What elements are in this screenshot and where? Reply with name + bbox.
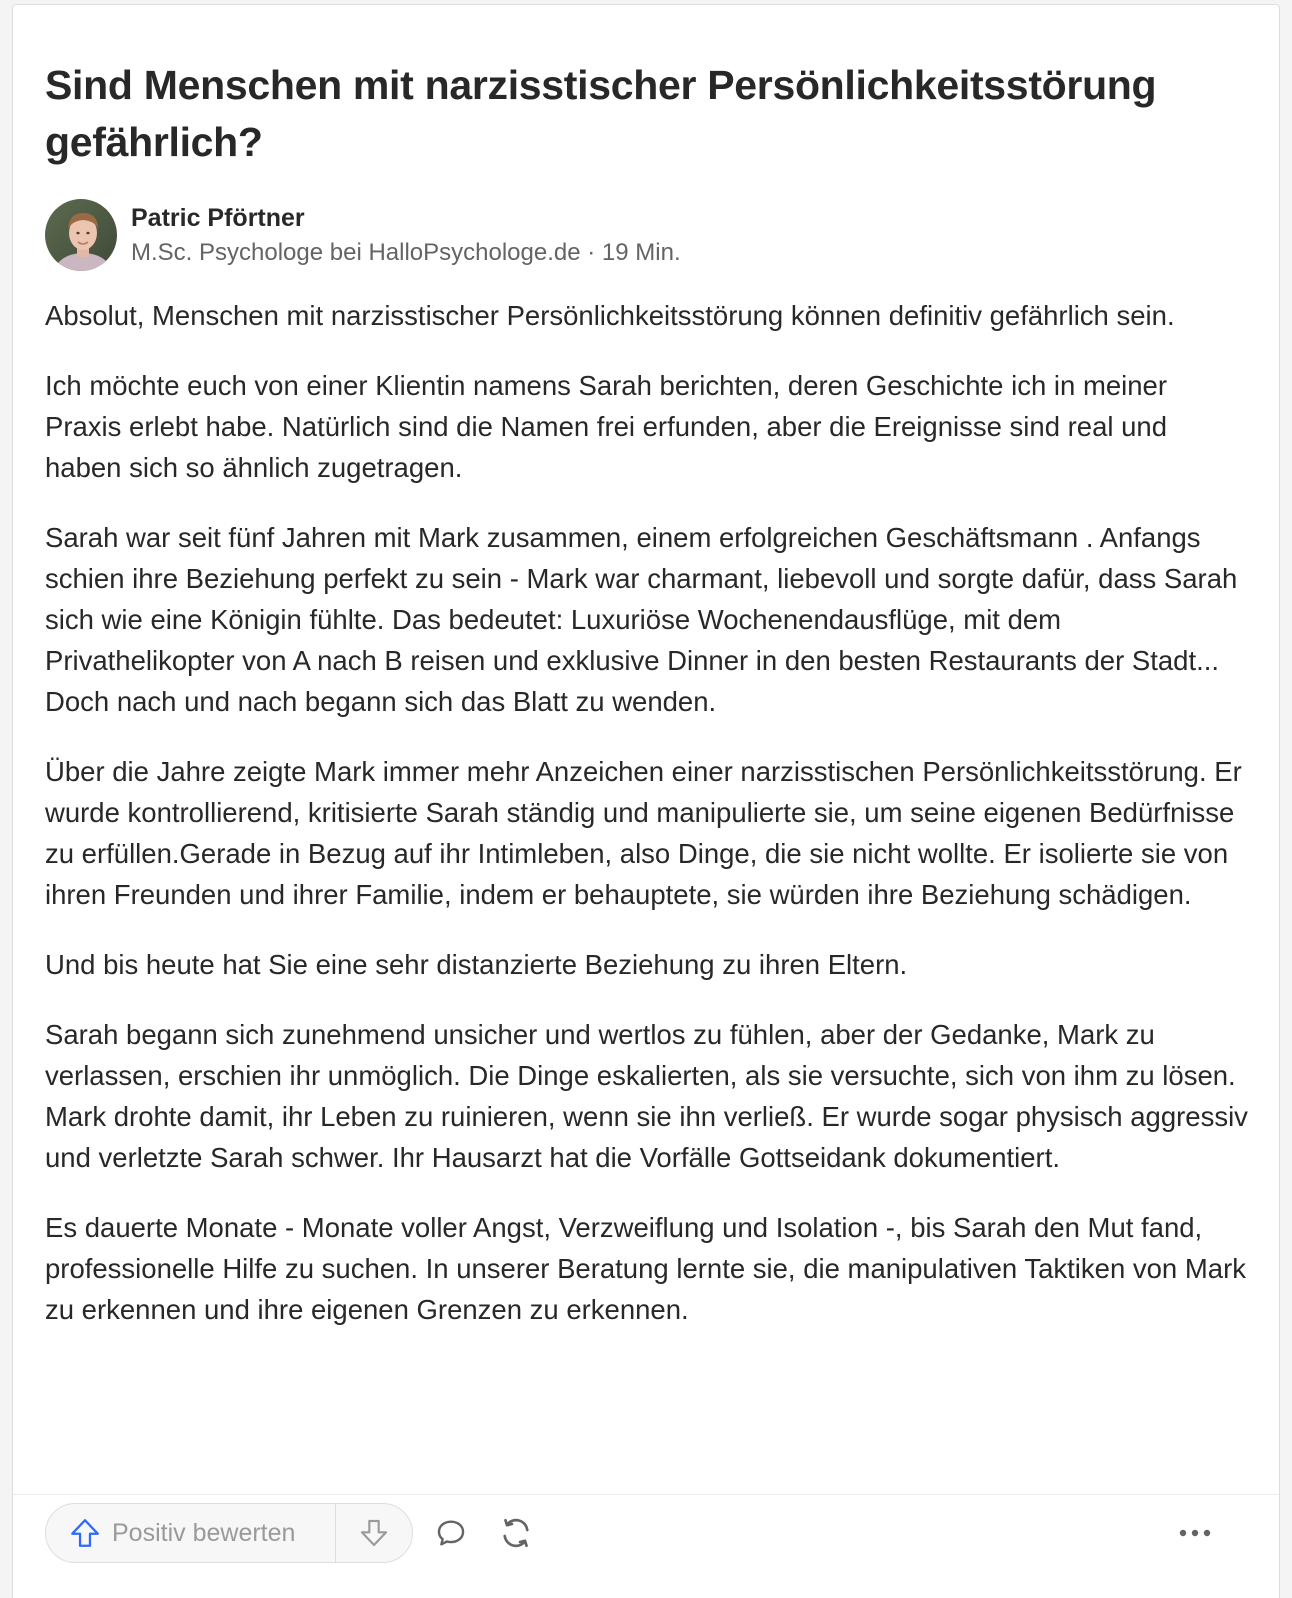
vote-group: [45, 1503, 413, 1563]
upvote-label: Positiv bewerten: [112, 1518, 296, 1547]
answer-paragraph: Sarah begann sich zunehmend unsicher und wertlos zu fühlen, aber der Gedanke, Mark zu verlassen, erschien ihr unmöglich. Die Dinge eskalierten, als sie versuchte, sich von ihm zu lösen. Mark drohte damit, ihr Leben zu ruinieren, wenn sie ihn verließ. Er wurde sogar physisch aggressiv und verletzte Sarah schwer. Ihr Hausarzt hat die Vorfälle Gottseidank dokumentiert.: [45, 1019, 1248, 1173]
answer-paragraph: Über die Jahre zeigte Mark immer mehr Anzeichen einer narzisstischen Persönlichkeitsstörung. Er wurde kontrollierend, kritisierte Sarah ständig und manipulierte sie, um seine eigenen Bedürfnisse zu erfüllen.Gerade in Bezug auf ihr Intimleben, also Dinge, die sie nicht wollte. Er isolierte sie von ihren Freunden und ihrer Familie, indem er behauptete, sie würden ihre Beziehung schädigen.: [45, 756, 1242, 910]
upvote-button[interactable]: [46, 1504, 336, 1562]
avatar-photo: [45, 199, 117, 271]
question-title[interactable]: Sind Menschen mit narzisstischer Persönlichkeitsstörung gefährlich?: [45, 62, 1157, 165]
downvote-button[interactable]: [336, 1504, 412, 1562]
share-button[interactable]: [494, 1511, 538, 1555]
answer-paragraph: Und bis heute hat Sie eine sehr distanzierte Beziehung zu ihren Eltern.: [45, 949, 908, 980]
author-credential: M.Sc. Psychologe bei HalloPsychologe.de · 19 Min.: [131, 239, 681, 266]
answer-card: [12, 4, 1280, 1598]
answer-paragraph: Es dauerte Monate - Monate voller Angst, Verzweiflung und Isolation -, bis Sarah den Mut fand, professionelle Hilfe zu suchen. In unserer Beratung lernte sie, die manipulativen Taktiken von Mark zu erkennen und ihre eigenen Grenzen zu erkennen.: [45, 1212, 1246, 1325]
comment-button[interactable]: [429, 1511, 473, 1555]
share-icon: [498, 1515, 534, 1551]
answer-paragraph: Sarah war seit fünf Jahren mit Mark zusammen, einem erfolgreichen Geschäftsmann . Anfangs schien ihre Beziehung perfekt zu sein - Mark war charmant, liebevoll und sorgte dafür, dass Sarah sich wie eine Königin fühlte. Das bedeutet: Luxuriöse Wochenendausflüge, mit dem Privathelikopter von A nach B reisen und exklusive Dinner in den besten Restaurants der Stadt... Doch nach und nach begann sich das Blatt zu wenden.: [45, 522, 1238, 717]
answer-paragraph: Ich möchte euch von einer Klientin namens Sarah berichten, deren Geschichte ich in meiner Praxis erlebt habe. Natürlich sind die Namen frei erfunden, aber die Ereignisse sind real und haben sich so ähnlich zugetragen.: [45, 370, 1168, 483]
more-options-button[interactable]: [1173, 1511, 1217, 1555]
author-header: [45, 199, 681, 275]
author-avatar[interactable]: [45, 199, 117, 271]
upvote-arrow-icon: [68, 1516, 102, 1550]
answer-paragraph: Absolut, Menschen mit narzisstischer Persönlichkeitsstörung können definitiv gefährlich sein.: [45, 300, 1175, 331]
comment-icon: [434, 1516, 468, 1550]
answer-body: [45, 295, 1250, 1359]
downvote-arrow-icon: [358, 1517, 390, 1549]
more-options-icon: [1177, 1527, 1213, 1539]
action-bar: [13, 1494, 1280, 1598]
author-name[interactable]: Patric Pförtner: [131, 204, 305, 232]
